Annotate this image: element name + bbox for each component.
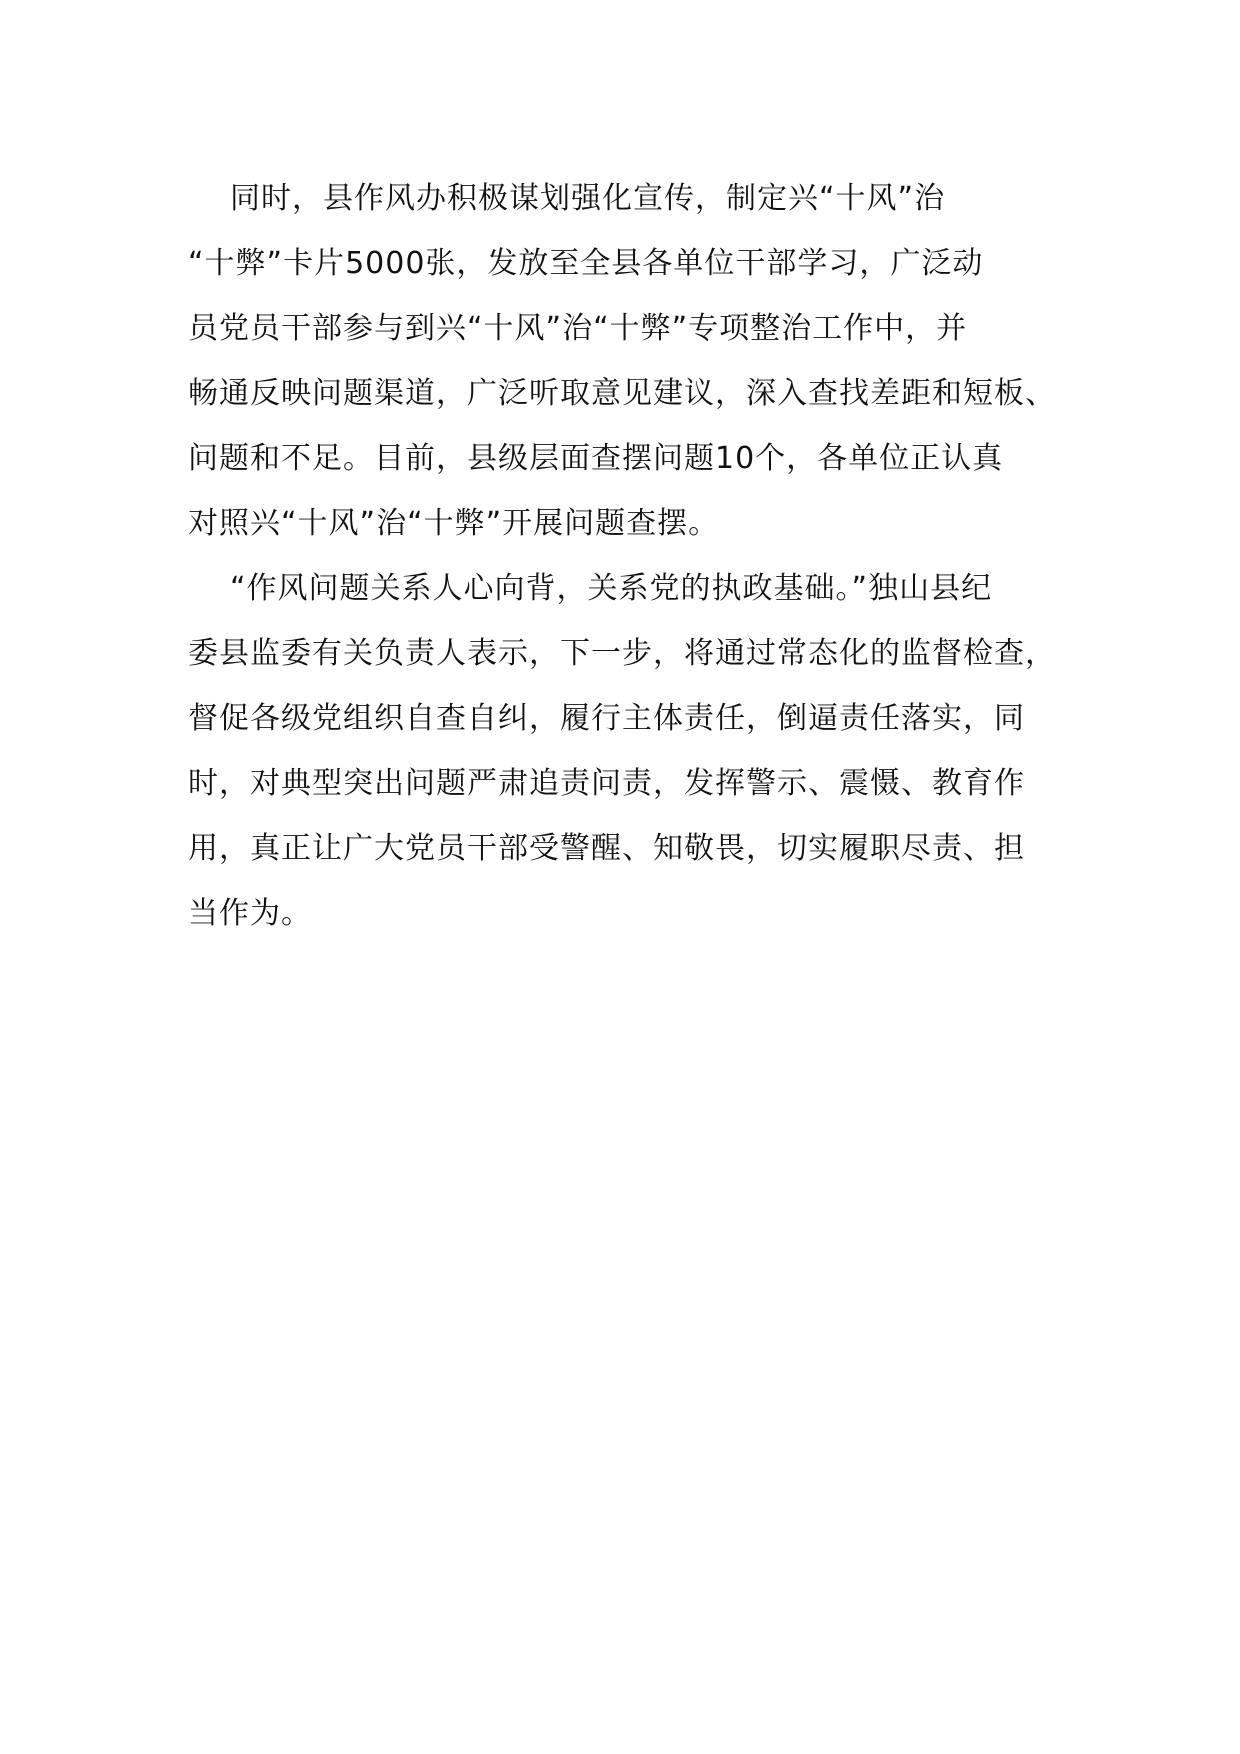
paragraph-2-line-1: “作风问题关系人心向背，关系党的执政基础。”独山县纪 [230,571,993,606]
paragraph-2-line-6: 当作为。 [188,896,312,931]
paragraph-1-line-6: 对照兴“十风”治“十弊”开展问题查摆。 [188,506,720,541]
paragraph-1-line-5: 问题和不足。目前，县级层面查摆问题10个，各单位正认真 [188,441,1004,476]
paragraph-1-line-3: 员党员干部参与到兴“十风”治“十弊”专项整治工作中，并 [188,311,968,346]
document-body [188,166,1088,946]
paragraph-1 [188,166,1088,556]
paragraph-2 [188,556,1088,946]
paragraph-2-line-4: 时，对典型突出问题严肃追责问责，发挥警示、震慑、教育作 [188,766,1025,801]
paragraph-1-line-4: 畅通反映问题渠道，广泛听取意见建议，深入查找差距和短板、 [188,376,1056,411]
paragraph-2-line-3: 督促各级党组织自查自纠，履行主体责任，倒逼责任落实，同 [188,701,1025,736]
paragraph-2-line-5: 用，真正让广大党员干部受警醒、知敬畏，切实履职尽责、担 [188,831,1025,866]
paragraph-2-line-2: 委县监委有关负责人表示，下一步，将通过常态化的监督检查， [188,636,1056,671]
paragraph-1-line-1: 同时，县作风办积极谋划强化宣传，制定兴“十风”治 [230,181,946,216]
paragraph-1-line-2: “十弊”卡片5000张，发放至全县各单位干部学习，广泛动 [188,246,984,281]
